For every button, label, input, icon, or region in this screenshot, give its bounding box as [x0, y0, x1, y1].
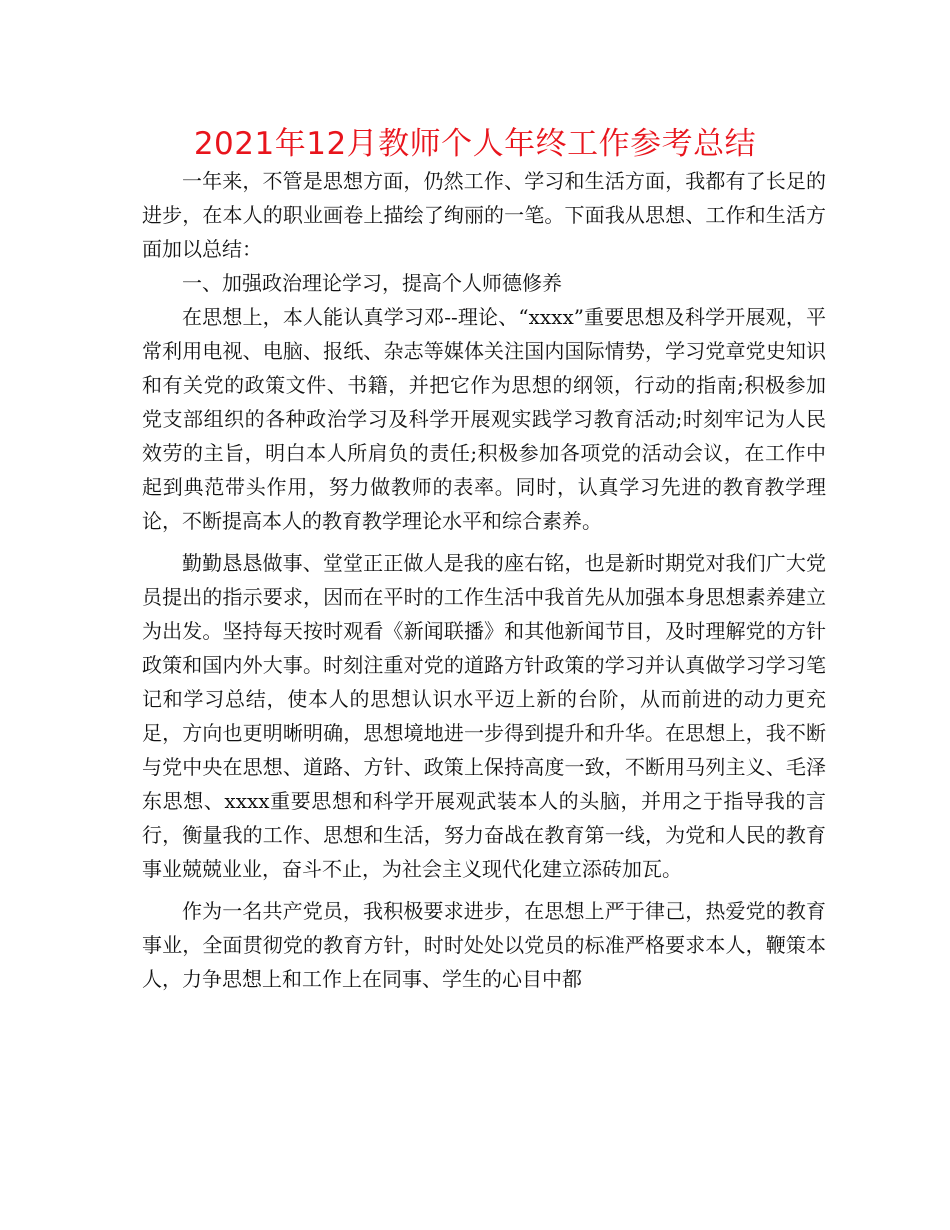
paragraph-motto: 勤勤恳恳做事、堂堂正正做人是我的座右铭，也是新时期党对我们广大党员提出的指示要求，因而在平时的工作生活中我首先从加强本身思想素养建立为出发。坚持每天按时观看《新闻联播》和其他新闻节目，及时理解党的方针政策和国内外大事。时刻注重对党的道路方针政策的学习并认真做学习学习笔记和学习总结，使本人的思想认识水平迈上新的台阶，从而前进的动力更充足，方向也更明晰明确，思想境地进一步得到提升和升华。在思想上，我不断与党中央在思想、道路、方针、政策上保持高度一致，不断用马列主义、毛泽东思想、xxxx重要思想和科学开展观武装本人的头脑，并用之于指导我的言行，衡量我的工作、思想和生活，努力奋战在教育第一线，为党和人民的教育事业兢兢业业，奋斗不止，为社会主义现代化建立添砖加瓦。	[142, 551, 826, 881]
paragraph-thought: 在思想上，本人能认真学习邓--理论、“xxxx”重要思想及科学开展观，平常利用电视、电脑、报纸、杂志等媒体关注国内国际情势，学习党章党史知识和有关党的政策文件、书籍，并把它作为思想的纲领，行动的指南;积极参加党支部组织的各种政治学习及科学开展观实践学习教育活动;时刻牢记为人民效劳的主旨，明白本人所肩负的责任;积极参加各项党的活动会议，在工作中起到典范带头作用，努力做教师的表率。同时，认真学习先进的教育教学理论，不断提高本人的教育教学理论水平和综合素养。	[142, 305, 826, 533]
section-heading: 一、加强政治理论学习，提高个人师德修养	[182, 271, 562, 295]
paragraph-intro: 一年来，不管是思想方面，仍然工作、学习和生活方面，我都有了长足的进步，在本人的职业画卷上描绘了绚丽的一笔。下面我从思想、工作和生活方面加以总结：	[142, 169, 826, 261]
document-title: 2021年12月教师个人年终工作参考总结	[193, 126, 757, 162]
document-body	[142, 164, 826, 996]
paragraph-party-member: 作为一名共产党员，我积极要求进步，在思想上严于律己，热爱党的教育事业，全面贯彻党的教育方针，时时处处以党员的标准严格要求本人，鞭策本人，力争思想上和工作上在同事、学生的心目中都	[142, 899, 826, 991]
